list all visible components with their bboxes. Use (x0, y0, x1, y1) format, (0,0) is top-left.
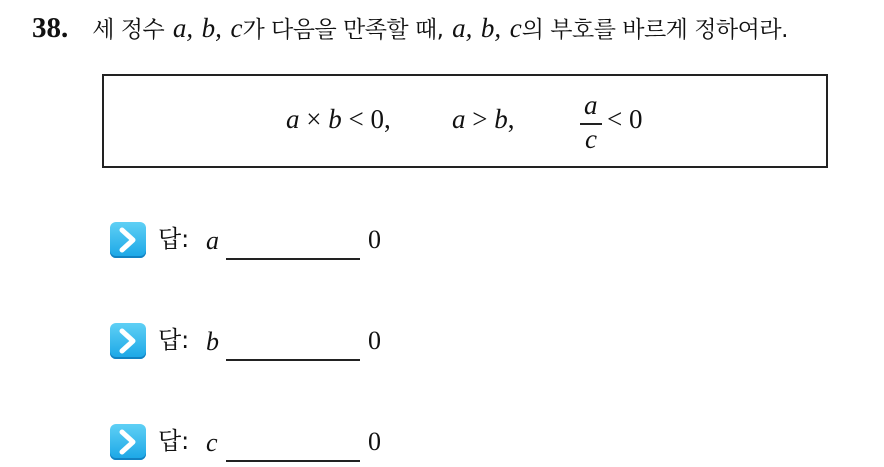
answer-blank-b[interactable] (226, 359, 360, 361)
question-comma-3: , (465, 13, 473, 43)
question-var-b-2: b (480, 13, 495, 43)
question-var-a: a (172, 13, 187, 43)
question-suffix: 의 부호를 바르게 정하여라. (521, 17, 788, 43)
question-statement (32, 12, 788, 46)
question-prefix: 세 정수 (92, 17, 165, 43)
condition-product-times: × (299, 104, 329, 134)
question-var-c: c (230, 13, 243, 43)
question-comma-2: , (215, 13, 222, 43)
question-number: 38. (32, 12, 69, 44)
answer-label: 답: (158, 427, 190, 455)
condition-inequality (452, 104, 514, 134)
answer-variable: a (206, 226, 219, 255)
condition-product-a: a (286, 104, 300, 134)
condition-ineq-rest: , (507, 104, 515, 134)
fraction-comparison: < 0 (607, 104, 643, 134)
question-var-a-2: a (452, 13, 466, 43)
answer-label: 답: (158, 225, 190, 253)
condition-ineq-b: b (494, 104, 508, 134)
answer-blank-c[interactable] (226, 460, 360, 462)
answer-row-a (110, 218, 410, 264)
answer-label: 답: (158, 326, 190, 354)
question-comma-4: , (494, 13, 502, 43)
condition-product (286, 104, 391, 134)
fraction-numerator: a (584, 90, 598, 120)
question-middle: 가 다음을 만족할 때, (242, 17, 444, 43)
answer-variable: b (206, 327, 219, 356)
chevron-right-icon (110, 323, 146, 359)
answer-zero: 0 (368, 427, 381, 456)
answer-zero: 0 (368, 225, 381, 254)
question-var-c-2: c (509, 13, 522, 43)
question-var-b: b (201, 13, 216, 43)
condition-product-b: b (328, 104, 342, 134)
question-comma-1: , (186, 13, 194, 43)
condition-fraction (580, 90, 602, 154)
fraction-denominator: c (585, 124, 597, 154)
condition-product-rest: < 0, (341, 104, 391, 134)
answer-row-c (110, 420, 410, 466)
condition-ineq-a: a (452, 104, 466, 134)
chevron-right-icon (110, 424, 146, 460)
answer-blank-a[interactable] (226, 258, 360, 260)
condition-ineq-op: > (465, 104, 495, 134)
chevron-right-icon (110, 222, 146, 258)
answer-variable: c (206, 428, 218, 457)
answer-row-b (110, 319, 410, 365)
answer-zero: 0 (368, 326, 381, 355)
